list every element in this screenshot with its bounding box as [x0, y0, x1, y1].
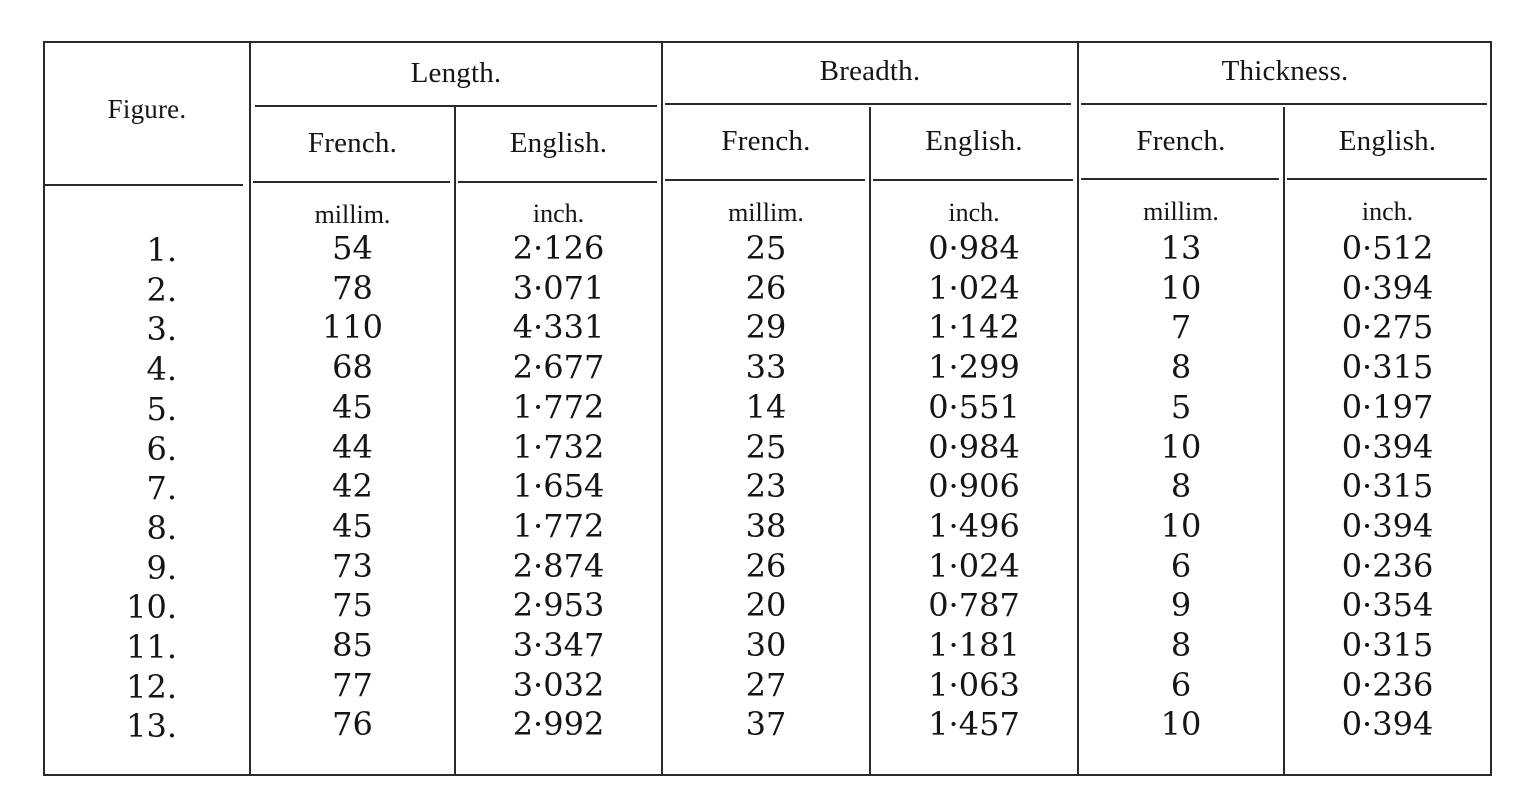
- unit-length-english: inch.: [532, 199, 585, 228]
- header-rule: [253, 181, 450, 183]
- header-rule: [45, 184, 243, 186]
- table-cell: 1·654: [512, 467, 605, 505]
- table-cell: 8: [1170, 626, 1192, 664]
- table-cell: 85: [332, 626, 373, 664]
- figure-number: 9.: [146, 549, 177, 587]
- table-cell: 0·984: [928, 229, 1020, 267]
- table-cell: 0·315: [1341, 348, 1434, 386]
- unit-thickness-english: inch.: [1361, 197, 1414, 226]
- table-cell: 0·354: [1341, 586, 1434, 624]
- table-cell: 38: [745, 507, 787, 545]
- table-cell: 26: [745, 269, 787, 307]
- figure-number: 2.: [146, 271, 177, 309]
- table-cell: 25: [745, 428, 787, 466]
- header-length-french: French.: [307, 127, 398, 159]
- table-cell: 2·953: [512, 586, 605, 624]
- table-cell: 110: [321, 308, 384, 346]
- table-cell: 26: [745, 547, 787, 585]
- table-cell: 29: [745, 308, 787, 346]
- table-cell: 1·772: [512, 388, 605, 426]
- table-cell: 0·394: [1341, 705, 1434, 743]
- table-cell: 1·772: [512, 507, 605, 545]
- table-cell: 0·394: [1341, 428, 1434, 466]
- table-cell: 3·032: [512, 666, 605, 704]
- table-cell: 1·732: [512, 428, 605, 466]
- figure-number: 1.: [146, 231, 177, 269]
- table-cell: 1·024: [928, 547, 1020, 585]
- header-rule: [1081, 178, 1279, 180]
- table-cell: 30: [745, 626, 787, 664]
- table-cell: 27: [745, 666, 787, 704]
- table-cell: 10: [1160, 705, 1202, 743]
- table-cell: 4·331: [512, 308, 605, 346]
- table-cell: 0·315: [1341, 467, 1434, 505]
- table-cell: 25: [745, 229, 787, 267]
- table-cell: 45: [332, 388, 373, 426]
- table-cell: 44: [332, 428, 373, 466]
- table-cell: 2·874: [512, 547, 605, 585]
- table-cell: 14: [745, 388, 787, 426]
- table-cell: 0·906: [928, 467, 1020, 505]
- figure-number: 3.: [146, 310, 177, 348]
- table-cell: 7: [1170, 308, 1192, 346]
- table-cell: 6: [1170, 666, 1192, 704]
- header-group-thickness: Thickness.: [1221, 55, 1349, 87]
- unit-breadth-french: millim.: [728, 198, 804, 227]
- table-cell: 45: [332, 507, 373, 545]
- header-length-english: English.: [509, 127, 608, 159]
- table-cell: 8: [1170, 467, 1192, 505]
- table-cell: 6: [1170, 547, 1192, 585]
- header-breadth-english: English.: [925, 125, 1023, 157]
- figure-number: 6.: [146, 430, 177, 468]
- table-cell: 0·315: [1341, 626, 1434, 664]
- header-rule: [458, 181, 657, 183]
- table-cell: 0·394: [1341, 269, 1434, 307]
- table-cell: 2·992: [512, 705, 605, 743]
- table-cell: 0·236: [1341, 547, 1434, 585]
- table-cell: 78: [332, 269, 373, 307]
- unit-thickness-french: millim.: [1143, 197, 1219, 226]
- header-breadth-french: French.: [721, 125, 811, 157]
- table-cell: 3·347: [512, 626, 605, 664]
- table-cell: 77: [332, 666, 373, 704]
- table-cell: 37: [745, 705, 787, 743]
- table-cell: 5: [1170, 388, 1192, 426]
- header-rule: [665, 179, 865, 181]
- table-cell: 0·275: [1341, 308, 1434, 346]
- table-cell: 75: [332, 586, 373, 624]
- header-rule: [873, 179, 1073, 181]
- table-cell: 13: [1160, 229, 1202, 267]
- figure-number: 10.: [126, 588, 177, 626]
- header-figure: Figure.: [107, 94, 187, 124]
- unit-breadth-english: inch.: [948, 198, 1000, 227]
- figure-number: 4.: [146, 350, 177, 388]
- table-cell: 10: [1160, 269, 1202, 307]
- table-cell: 9: [1170, 586, 1192, 624]
- table-cell: 8: [1170, 348, 1192, 386]
- table-cell: 0·394: [1341, 507, 1434, 545]
- table-cell: 20: [745, 586, 787, 624]
- table-cell: 1·299: [928, 348, 1020, 386]
- header-rule: [1287, 178, 1487, 180]
- table-cell: 1·457: [928, 705, 1020, 743]
- table-cell: 10: [1160, 507, 1202, 545]
- figure-number: 5.: [146, 390, 177, 428]
- table-cell: 73: [332, 547, 373, 585]
- table-cell: 1·024: [928, 269, 1020, 307]
- table-cell: 68: [332, 348, 373, 386]
- table-cell: 2·126: [512, 229, 605, 267]
- table-cell: 76: [332, 705, 373, 743]
- group-underline: [665, 103, 1071, 105]
- table-cell: 1·181: [928, 626, 1020, 664]
- table-cell: 10: [1160, 428, 1202, 466]
- group-underline: [1081, 103, 1487, 105]
- measurement-table: [43, 41, 1492, 776]
- unit-length-french: millim.: [314, 200, 391, 229]
- table-cell: 2·677: [512, 348, 605, 386]
- figure-number: 11.: [126, 628, 177, 666]
- table-cell: 42: [332, 467, 373, 505]
- table-cell: 0·236: [1341, 666, 1434, 704]
- table-cell: 3·071: [512, 269, 605, 307]
- table-cell: 33: [745, 348, 787, 386]
- table-cell: 0·787: [928, 586, 1020, 624]
- table-cell: 54: [332, 229, 373, 267]
- header-thickness-english: English.: [1338, 125, 1437, 157]
- group-underline: [255, 105, 657, 107]
- figure-number: 8.: [146, 509, 177, 547]
- table-cell: 1·142: [928, 308, 1020, 346]
- header-thickness-french: French.: [1136, 125, 1226, 157]
- table-cell: 1·496: [928, 507, 1020, 545]
- figure-number: 13.: [126, 707, 177, 745]
- table-cell: 1·063: [928, 666, 1020, 704]
- table-cell: 0·197: [1341, 388, 1434, 426]
- figure-number: 7.: [146, 469, 177, 507]
- figure-number: 12.: [126, 668, 177, 706]
- table-cell: 0·984: [928, 428, 1020, 466]
- table-cell: 0·512: [1341, 229, 1434, 267]
- header-group-length: Length.: [410, 57, 502, 89]
- table-cell: 0·551: [928, 388, 1020, 426]
- table-cell: 23: [745, 467, 787, 505]
- header-group-breadth: Breadth.: [819, 55, 921, 87]
